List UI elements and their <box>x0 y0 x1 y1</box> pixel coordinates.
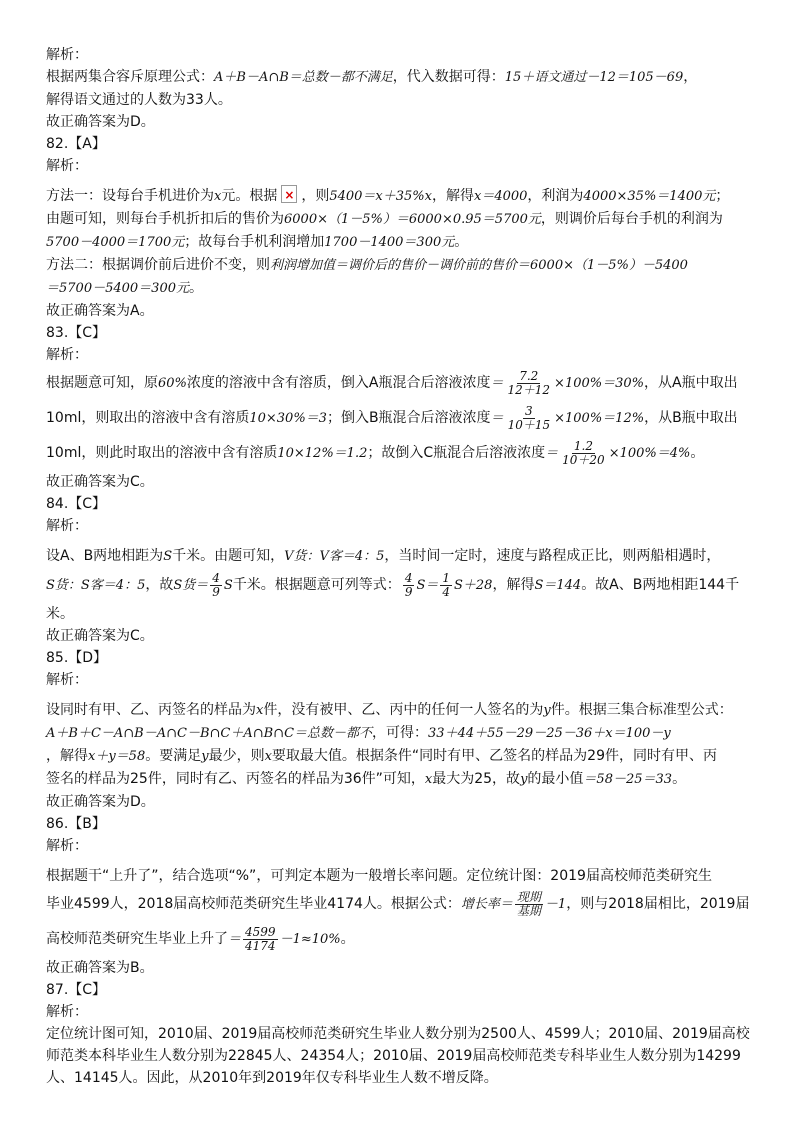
equation: 5700－4000＝1700元 <box>46 235 185 250</box>
q84-line3: 米。 <box>46 606 74 622</box>
fraction <box>560 440 607 467</box>
equation: S货＝ <box>173 578 209 593</box>
numerator: 1.2 <box>573 438 593 453</box>
text: 。故A、B两地相距144千 <box>581 577 740 593</box>
q84-answer: 故正确答案为C。 <box>46 628 154 644</box>
equation: 33＋44＋55－29－25－36＋x＝100－y <box>428 726 671 741</box>
q82-method1-line3 <box>46 231 758 254</box>
equation: 10×30%＝3 <box>249 411 327 426</box>
equation: S货：S客＝4：5 <box>46 578 146 593</box>
text: 的最小值 <box>527 771 584 787</box>
q84-jiexi: 解析： <box>46 518 88 534</box>
fraction <box>440 572 452 599</box>
equation: 6000×（1－5%）＝6000×0.95＝5700元 <box>284 212 541 227</box>
q86-line1: 根据题干“上升了”，结合选项“%”，可判定本题为一般增长率问题。定位统计图：2019届高校师范类研究生 <box>46 868 712 884</box>
var-y: y <box>201 749 209 764</box>
text: 。 <box>188 280 203 296</box>
q87-line3: 人、14145人。因此，从2010年到2019年仅专科毕业生人数不增反降。 <box>46 1070 498 1086</box>
numerator: 7.2 <box>519 368 539 383</box>
q84-line1 <box>46 545 758 568</box>
q82-method2-line2 <box>46 277 758 300</box>
text: ；故倒入C瓶混合后溶液浓度 <box>367 445 546 461</box>
text: 方法二：根据调价前后进价不变，则 <box>46 257 270 273</box>
text: ，故 <box>145 577 174 593</box>
text: 根据题意可知，原 <box>46 375 158 391</box>
q81-text: 根据两集合容斥原理公式： <box>46 69 214 85</box>
var-x: x <box>264 749 272 764</box>
equation: ＝58－25＝33 <box>583 772 673 787</box>
text: 千米。根据题意可列等式： <box>232 577 401 593</box>
numerator: 4 <box>404 570 413 585</box>
text: ，解得 <box>46 748 88 764</box>
equation: S＝ <box>416 578 439 593</box>
text: 要取最大值。根据条件“同时有甲、乙签名的样品为29件，同时有甲、丙 <box>271 748 717 764</box>
denominator: 10＋15 <box>507 417 551 432</box>
var-y: y <box>543 703 551 718</box>
text: ；故每台手机利润增加 <box>184 234 325 250</box>
denominator: 10＋20 <box>562 452 605 467</box>
text: 。 <box>454 234 469 250</box>
q82-method1-line1 <box>46 185 758 208</box>
text: 毕业4599人，2018届高校师范类研究生毕业4174人。根据公式： <box>46 896 461 912</box>
equation: S＋28 <box>454 578 493 593</box>
equals: ＝ <box>490 411 504 426</box>
text: 。 <box>690 445 705 461</box>
var-y: y <box>520 772 528 787</box>
formula: 增长率＝ <box>460 897 513 912</box>
q87-jiexi: 解析： <box>46 1004 88 1020</box>
formula: －1 <box>544 897 567 912</box>
var-x: x <box>214 189 222 204</box>
var-s: S <box>163 549 173 564</box>
q83-line3 <box>46 436 758 471</box>
q86-answer: 故正确答案为B。 <box>46 960 154 976</box>
fraction <box>403 572 415 599</box>
q81-text: ，代入数据可得： <box>392 69 505 85</box>
q85-line1 <box>46 699 758 722</box>
text: ，当时间一定时，速度与路程成正比，则两船相遇时， <box>384 548 721 564</box>
equation: S <box>223 578 233 593</box>
text: 签名的样品为25件，同时有乙、丙签名的样品为36件”可知， <box>46 771 425 787</box>
equation: x＝4000 <box>474 189 528 204</box>
text: ，解得 <box>432 188 474 204</box>
q81-answer: 故正确答案为D。 <box>46 114 155 130</box>
equals: ＝ <box>490 376 504 391</box>
text: ；倒入B瓶混合后溶液浓度 <box>326 410 491 426</box>
text: 最大为25，故 <box>432 771 521 787</box>
q86-line3 <box>46 922 758 957</box>
broken-image-icon <box>281 185 297 203</box>
q81-formula: A＋B－A∩B＝总数－都不满足 <box>214 70 393 85</box>
q85-header: 85.【D】 <box>46 650 108 666</box>
text: 件。根据三集合标准型公式： <box>550 702 733 718</box>
text: 浓度的溶液中含有溶质，倒入A瓶混合后溶液浓度 <box>186 375 491 391</box>
denominator: 4 <box>442 584 450 599</box>
fraction <box>506 370 553 397</box>
numerator: 1 <box>442 570 450 585</box>
q82-jiexi: 解析： <box>46 158 88 174</box>
equation: x＋y＝58 <box>88 749 146 764</box>
q81-jiexi: 解析： <box>46 47 88 63</box>
text: ，则调价后每台手机的利润为 <box>540 211 723 227</box>
equation: 4000×35%＝1400元 <box>583 189 716 204</box>
formula: A＋B＋C－A∩B－A∩C－B∩C＋A∩B∩C＝总数－都不 <box>46 726 373 741</box>
text: 千米。由题可知， <box>172 548 285 564</box>
q83-line2 <box>46 401 758 436</box>
text: 设同时有甲、乙、丙签名的样品为 <box>46 702 256 718</box>
q84-line2 <box>46 568 758 603</box>
var-x: x <box>424 772 433 787</box>
equation: ×100%＝4% <box>608 446 691 461</box>
q82-header: 82.【A】 <box>46 136 106 152</box>
q83-answer: 故正确答案为C。 <box>46 474 154 490</box>
q83-line1 <box>46 366 758 401</box>
fraction <box>243 926 278 953</box>
q81-text: ， <box>683 69 698 85</box>
q81-line1 <box>46 66 758 89</box>
denominator: 12＋12 <box>507 382 551 397</box>
text: ； <box>715 188 730 204</box>
fraction <box>515 891 543 918</box>
equals: ＝ <box>228 932 242 947</box>
denominator: 9 <box>404 584 413 599</box>
q81-line2: 解得语文通过的人数为33人。 <box>46 92 232 108</box>
equation: ×100%＝30% <box>554 376 644 391</box>
document-body <box>46 44 758 1089</box>
numerator: 现期 <box>516 889 541 904</box>
text: ，利润为 <box>527 188 584 204</box>
text: 。 <box>340 931 355 947</box>
percent: 60% <box>158 376 187 391</box>
numerator: 3 <box>525 403 533 418</box>
q83-jiexi: 解析： <box>46 347 88 363</box>
equation: V货：V客＝4：5 <box>284 549 385 564</box>
q81-equation: 15＋语文通过－12＝105－69 <box>504 70 684 85</box>
text: 由题可知，则每台手机折扣后的售价为 <box>46 211 284 227</box>
denominator: 4174 <box>245 938 276 953</box>
equation: S＝144 <box>534 578 582 593</box>
q85-answer: 故正确答案为D。 <box>46 794 155 810</box>
text: ，从B瓶中取出 <box>644 410 738 426</box>
text: 元。根据 <box>221 188 278 204</box>
text: 10ml，则取出的溶液中含有溶质 <box>46 410 250 426</box>
text: ，可得： <box>372 725 429 741</box>
numerator: 4599 <box>245 924 276 939</box>
equation: 5400＝x＋35%x <box>329 189 432 204</box>
q86-line2 <box>46 887 758 922</box>
q87-header: 87.【C】 <box>46 982 107 998</box>
text: 最少，则 <box>208 748 265 764</box>
q87-line2: 师范类本科毕业生人数分别为22845人、24354人；2010届、2019届高校师范类专科毕业生人数分别为14299 <box>46 1048 741 1064</box>
equation: －1≈10% <box>279 932 341 947</box>
text: 方法一：设每台手机进价为 <box>46 188 214 204</box>
fraction <box>506 405 553 432</box>
q82-method2-line1 <box>46 254 758 277</box>
q85-line4 <box>46 768 758 791</box>
numerator: 4 <box>212 570 220 585</box>
q86-header: 86.【B】 <box>46 816 106 832</box>
text: 设A、B两地相距为 <box>46 548 164 564</box>
text: 10ml，则此时取出的溶液中含有溶质 <box>46 445 278 461</box>
denominator: 基期 <box>516 903 541 918</box>
denominator: 9 <box>212 584 220 599</box>
q85-jiexi: 解析： <box>46 672 88 688</box>
q82-answer: 故正确答案为A。 <box>46 303 154 319</box>
equation: 1700－1400＝300元 <box>324 235 455 250</box>
text: 高校师范类研究生毕业上升了 <box>46 931 228 947</box>
q86-jiexi: 解析： <box>46 838 88 854</box>
equation: ×100%＝12% <box>554 411 645 426</box>
q85-line2 <box>46 722 758 745</box>
text: ，则与2018届相比，2019届 <box>566 896 750 912</box>
var-x: x <box>256 703 264 718</box>
q82-method1-line2 <box>46 208 758 231</box>
text: ，则 <box>301 188 330 204</box>
q87-line1: 定位统计图可知，2010届、2019届高校师范类研究生毕业人数分别为2500人、4599人；2010届、2019届高校 <box>46 1026 750 1042</box>
equals: ＝ <box>545 446 559 461</box>
q83-header: 83.【C】 <box>46 325 107 341</box>
text: 件，没有被甲、乙、丙中的任何一人签名的为 <box>263 702 544 718</box>
q85-line3 <box>46 745 758 768</box>
equation: 利润增加值＝调价后的售价－调价前的售价＝6000×（1－5%）－5400 <box>270 258 688 273</box>
text: 。要满足 <box>145 748 202 764</box>
equation: 10×12%＝1.2 <box>277 446 368 461</box>
fraction <box>210 572 222 599</box>
q84-header: 84.【C】 <box>46 496 107 512</box>
text: 。 <box>672 771 687 787</box>
equation: ＝5700－5400＝300元 <box>46 281 189 296</box>
text: ，解得 <box>492 577 535 593</box>
text: ，从A瓶中取出 <box>644 375 738 391</box>
